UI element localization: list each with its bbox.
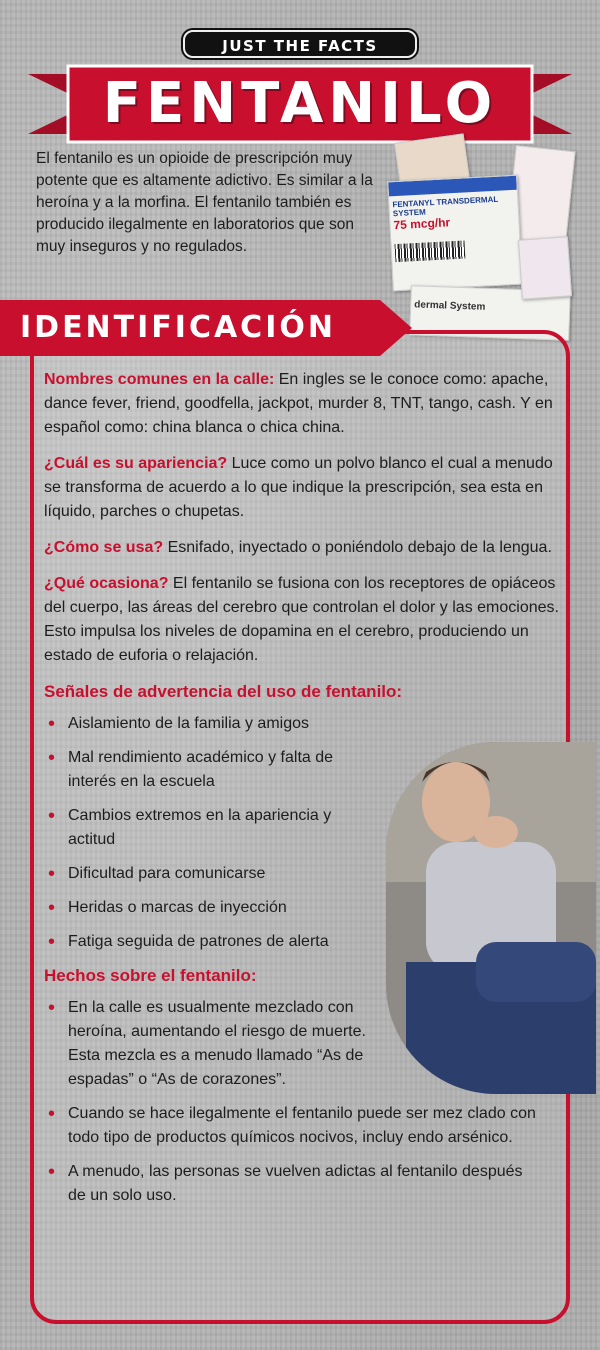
facts-list: [44, 996, 564, 1208]
list-item: • A menudo, las personas se vuelven adictas al fentanilo después de un solo uso.: [44, 1160, 528, 1208]
usage-paragraph: [44, 536, 564, 560]
identification-content: [44, 368, 564, 1218]
patch-label: FENTANYL TRANSDERMAL SYSTEM: [392, 194, 499, 219]
list-item: • Fatiga seguida de patrones de alerta: [44, 930, 364, 954]
effects-paragraph: [44, 572, 564, 668]
section-title: IDENTIFICACIÓN: [20, 310, 336, 345]
street-names-paragraph: [44, 368, 564, 440]
street-names-label: Nombres comunes en la calle:: [44, 371, 275, 388]
list-item: • Aislamiento de la familia y amigos: [44, 712, 364, 736]
effects-label: ¿Qué ocasiona?: [44, 575, 169, 592]
usage-text: Esnifado, inyectado o poniéndolo debajo de la lengua.: [163, 539, 552, 556]
street-names-text: En ingles se le conoce como: apache, dance fever, friend, goodfella, jackpot, murder 8, TNT, tango, cash. Y en español como: china blanca o chica china.: [44, 371, 553, 436]
patch-label-bottom: dermal System: [414, 299, 486, 313]
just-the-facts-badge: JUST THE FACTS: [183, 30, 417, 58]
facts-heading: Hechos sobre el fentanilo:: [44, 966, 257, 985]
title-ribbon: [28, 64, 572, 144]
list-item: • Dificultad para comunicarse: [44, 862, 364, 886]
patch-dose: 75 mcg/hr: [393, 215, 451, 233]
warning-heading: Señales de advertencia del uso de fentanilo:: [44, 682, 403, 701]
appearance-label: ¿Cuál es su apariencia?: [44, 455, 228, 472]
appearance-paragraph: [44, 452, 564, 524]
list-item: • Heridas o marcas de inyección: [44, 896, 364, 920]
intro-text: El fentanilo es un opioide de prescripción muy potente que es altamente adictivo. Es similar a la heroína y a la morfina. El fentanilo también es producido ilegalmente en laboratorios que son muy inseguros y no regulados.: [36, 150, 373, 255]
effects-text: El fentanilo se fusiona con los receptores de opiáceos del cuerpo, las áreas del cerebro que controlan el dolor y las emociones. Esto impulsa los niveles de dopamina en el cerebro, produciendo un estado de euforia o relajación.: [44, 575, 559, 664]
usage-label: ¿Cómo se usa?: [44, 539, 164, 556]
list-item: • Cuando se hace ilegalmente el fentanilo puede ser mez clado con todo tipo de productos químicos nocivos, incluy endo arsénico.: [44, 1102, 538, 1150]
list-item: • Cambios extremos en la apariencia y actitud: [44, 804, 364, 852]
list-item: • Mal rendimiento académico y falta de interés en la escuela: [44, 746, 364, 794]
warning-list: [44, 712, 364, 954]
appearance-text: Luce como un polvo blanco el cual a menudo se transforma de acuerdo a lo que indique la prescripción, sea esta en líquido, parches o chupetas.: [44, 455, 553, 520]
list-item: • En la calle es usualmente mezclado con heroína, aumentando el riesgo de muerte. Esta mezcla es a menudo llamado “As de espadas” o “As de corazones”.: [44, 996, 398, 1092]
page-title: FENTANILO: [102, 71, 498, 136]
